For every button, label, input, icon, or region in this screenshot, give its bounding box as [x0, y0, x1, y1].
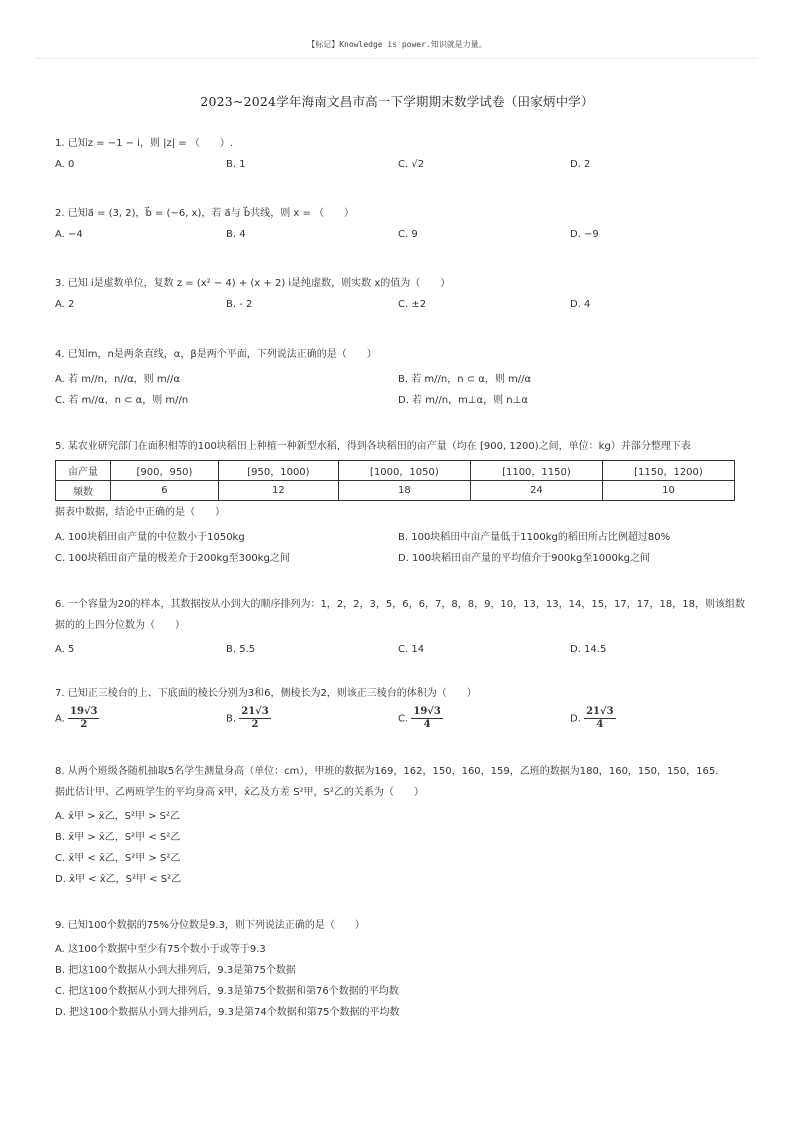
option-b[interactable]: B. 1	[226, 159, 246, 170]
question-3	[55, 277, 745, 313]
option-d[interactable]: D. 若 m//n，m⊥α，则 n⊥α	[398, 395, 528, 406]
table-cell: [950，1000)	[218, 461, 338, 481]
fraction	[584, 706, 615, 731]
question-7-stem: 7. 已知正三棱台的上、下底面的棱长分别为3和6，侧棱长为2，则该正三棱台的体积为（ ）	[55, 688, 477, 699]
question-1-options	[55, 159, 745, 173]
option-a[interactable]	[55, 706, 99, 731]
option-c[interactable]: C. 把这100个数据从小到大排列后，9.3是第75个数据和第76个数据的平均数	[55, 986, 399, 997]
question-4	[55, 348, 745, 412]
table-cell: [1000，1050)	[338, 461, 470, 481]
question-8	[55, 765, 745, 884]
fraction-denominator: 2	[251, 719, 259, 730]
option-a[interactable]: A. 若 m//n，n//α，则 m//α	[55, 374, 180, 385]
option-a[interactable]: A. x̄甲 > x̄乙，S²甲 > S²乙	[55, 811, 181, 822]
option-label: B.	[226, 713, 237, 725]
option-c[interactable]: C. ±2	[398, 299, 427, 310]
question-9-options	[55, 940, 745, 1017]
yield-table	[55, 460, 735, 501]
fraction-numerator: 21√3	[586, 706, 614, 717]
table-cell: 6	[111, 481, 219, 501]
question-2-options	[55, 229, 745, 243]
option-d[interactable]	[570, 706, 616, 731]
fraction-numerator: 19√3	[70, 706, 98, 717]
option-d[interactable]: D. x̄甲 < x̄乙，S²甲 < S²乙	[55, 874, 182, 885]
fraction-numerator: 19√3	[413, 706, 441, 717]
question-6	[55, 594, 745, 658]
question-5-prompt: 据表中数据，结论中正确的是（ ）	[55, 507, 225, 518]
option-a[interactable]: A. 2	[55, 299, 75, 310]
table-cell: 10	[602, 481, 734, 501]
question-8-stem: 8. 从两个班级各随机抽取5名学生测量身高（单位：cm），甲班的数据为169，162，150，160，159，乙班的数据为180，160，150，150，165.	[55, 766, 719, 777]
option-c[interactable]: C. 若 m//α，n ⊂ α，则 m//n	[55, 395, 189, 406]
option-label: A.	[55, 713, 65, 725]
table-cell: [900，950)	[111, 461, 219, 481]
option-c[interactable]: C. 14	[398, 644, 425, 655]
option-b[interactable]: B. 把这100个数据从小到大排列后，9.3是第75个数据	[55, 965, 296, 976]
option-c[interactable]: C. x̄甲 < x̄乙，S²甲 > S²乙	[55, 853, 181, 864]
option-a[interactable]: A. 0	[55, 159, 75, 170]
question-9-stem: 9. 已知100个数据的75%分位数是9.3，则下列说法正确的是（ ）	[55, 920, 365, 931]
option-b[interactable]	[226, 706, 271, 731]
option-label: C.	[398, 713, 409, 725]
option-c[interactable]: C. 100块稻田亩产量的极差介于200kg至300kg之间	[55, 553, 290, 564]
option-d[interactable]: D. 4	[570, 299, 591, 310]
question-1	[55, 137, 745, 173]
question-8-options	[55, 807, 745, 884]
page-title: 2023~2024学年海南文昌市高一下学期期末数学试卷（田家炳中学）	[200, 94, 594, 109]
question-6-options	[55, 644, 745, 658]
question-9	[55, 919, 745, 1017]
fraction-numerator: 21√3	[241, 706, 269, 717]
question-1-stem: 1. 已知z = −1 − i，则 |z| = （ ）.	[55, 138, 234, 149]
question-5-stem: 5. 某农业研究部门在面积相等的100块稻田上种植一种新型水稻，得到各块稻田的亩产量（均在 [900, 1200)之间，单位：kg）并部分整理下表	[55, 441, 691, 452]
question-2	[55, 207, 745, 243]
option-b[interactable]: B. - 2	[226, 299, 253, 310]
question-2-stem: 2. 已知a⃗ = (3, 2)，b⃗ = (−6, x)，若 a⃗与 b⃗共线，则 x = （ ）	[55, 208, 355, 219]
option-b[interactable]: B. 100块稻田中亩产量低于1100kg的稻田所占比例超过80%	[398, 532, 671, 543]
question-8-stem-continued: 据此估计甲、乙两班学生的平均身高 x̄甲，x̄乙及方差 S²甲，S²乙的关系为（ ）	[55, 787, 424, 798]
option-b[interactable]: B. 4	[226, 229, 246, 240]
fraction-denominator: 2	[80, 719, 88, 730]
option-d[interactable]: D. 100块稻田亩产量的平均值介于900kg至1000kg之间	[398, 553, 650, 564]
table-cell: 12	[218, 481, 338, 501]
question-6-stem: 6. 一个容量为20的样本，其数据按从小到大的顺序排列为：1，2，2，3，5，6，6，7，8，8，9，10，13，13，14，15，17，17，18，18，则该组数据的的上四分位数为（ ）	[55, 599, 745, 631]
option-d[interactable]: D. −9	[570, 229, 599, 240]
header-divider	[36, 58, 758, 59]
question-7	[55, 687, 745, 736]
table-header-row	[56, 461, 735, 481]
option-b[interactable]: B. 若 m//n，n ⊂ α，则 m//α	[398, 374, 532, 385]
option-a[interactable]: A. −4	[55, 229, 83, 240]
table-cell: 亩产量	[56, 461, 111, 481]
option-c[interactable]	[398, 706, 443, 731]
question-3-stem: 3. 已知 i是虚数单位，复数 z = (x² − 4) + (x + 2) i是纯虚数，则实数 x的值为（ ）	[55, 278, 451, 289]
option-label: D.	[570, 713, 581, 725]
table-cell: [1150，1200)	[602, 461, 734, 481]
option-b[interactable]: B. x̄甲 > x̄乙，S²甲 < S²乙	[55, 832, 181, 843]
option-d[interactable]: D. 2	[570, 159, 591, 170]
option-c[interactable]: C. √2	[398, 159, 425, 170]
question-7-options	[55, 706, 745, 736]
fraction	[411, 706, 442, 731]
fraction	[68, 706, 99, 731]
option-d[interactable]: D. 14.5	[570, 644, 607, 655]
table-row	[56, 481, 735, 501]
table-cell: 24	[470, 481, 602, 501]
question-5	[55, 440, 745, 570]
option-d[interactable]: D. 把这100个数据从小到大排列后，9.3是第74个数据和第75个数据的平均数	[55, 1007, 400, 1018]
fraction	[239, 706, 270, 731]
question-4-options	[55, 370, 745, 405]
fraction-denominator: 4	[423, 719, 431, 730]
option-a[interactable]: A. 5	[55, 644, 75, 655]
option-c[interactable]: C. 9	[398, 229, 418, 240]
question-4-stem: 4. 已知m，n是两条直线，α，β是两个平面，下列说法正确的是（ ）	[55, 349, 377, 360]
fraction-denominator: 4	[596, 719, 604, 730]
option-a[interactable]: A. 100块稻田亩产量的中位数小于1050kg	[55, 532, 245, 543]
option-b[interactable]: B. 5.5	[226, 644, 256, 655]
header-note: 【标记】Knowledge is power.知识就是力量。	[307, 40, 487, 49]
question-3-options	[55, 299, 745, 313]
table-cell: 18	[338, 481, 470, 501]
table-cell: [1100，1150)	[470, 461, 602, 481]
question-5-options	[55, 528, 745, 563]
option-a[interactable]: A. 这100个数据中至少有75个数小于或等于9.3	[55, 944, 266, 955]
table-cell: 频数	[56, 481, 111, 501]
